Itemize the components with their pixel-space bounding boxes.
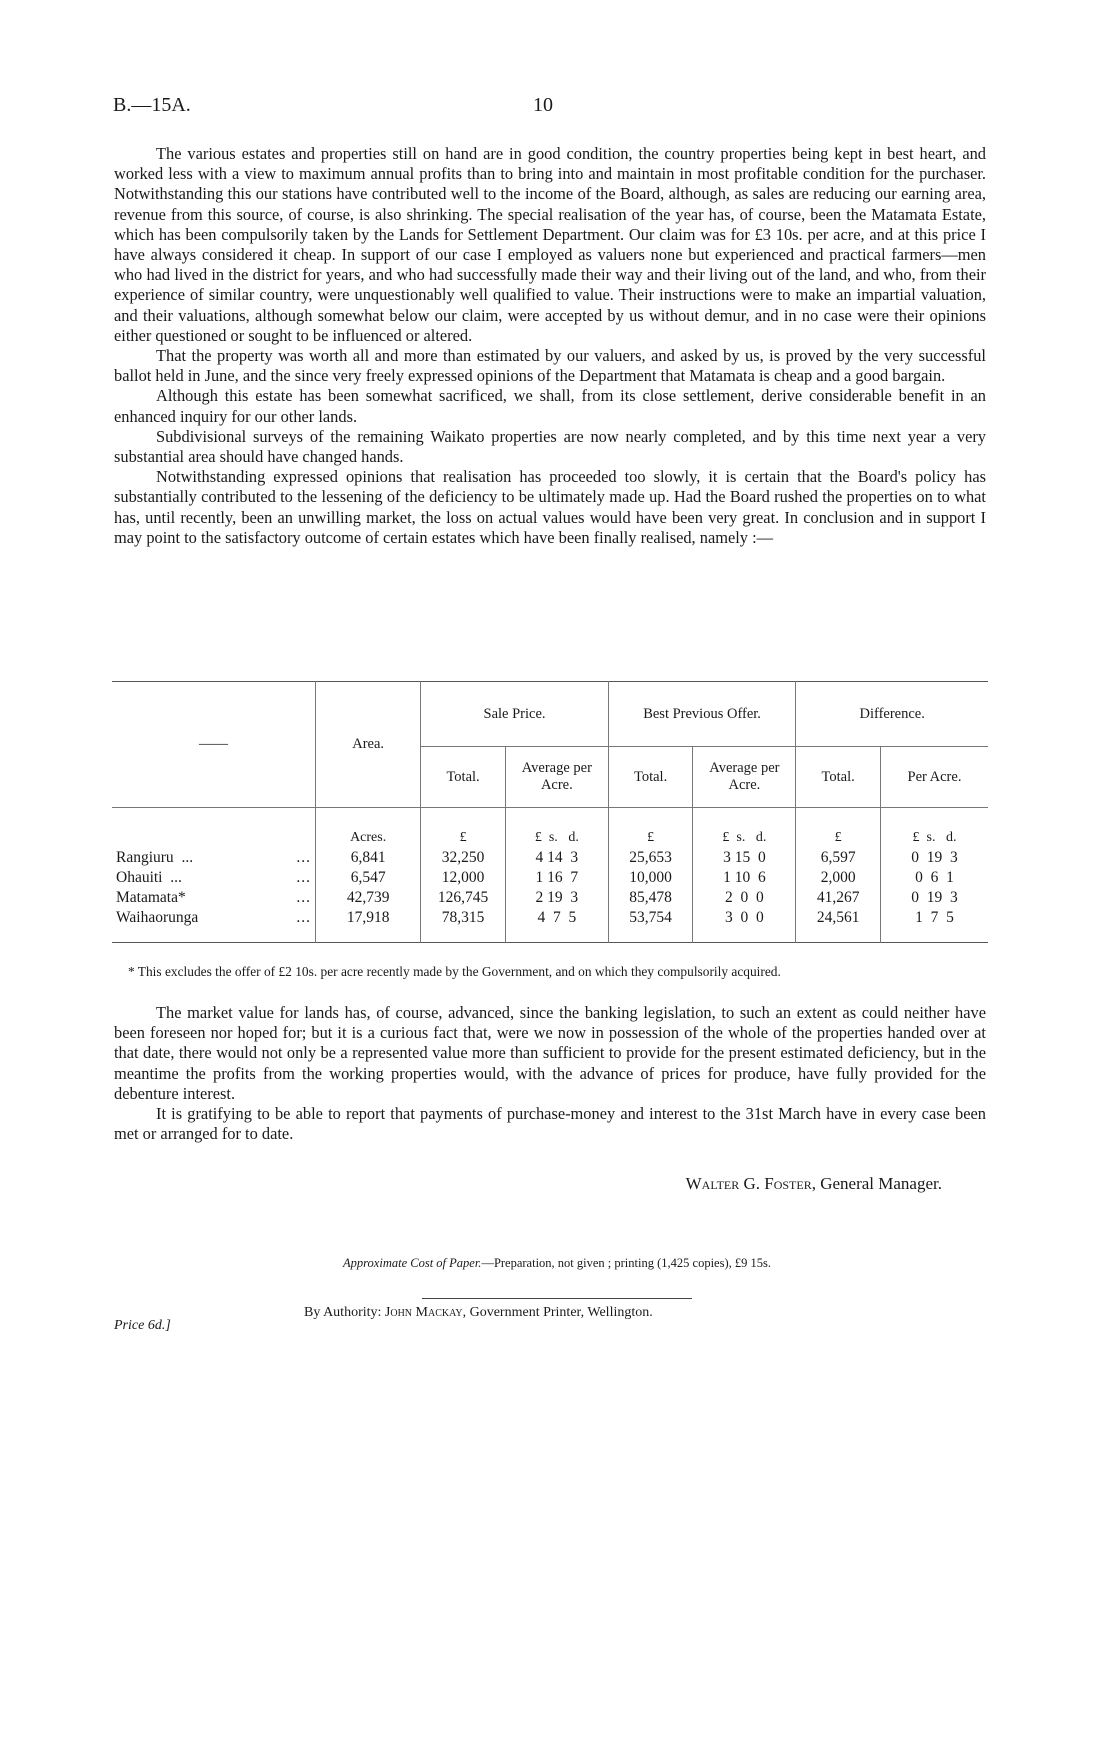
sale-total-cell: 78,315	[421, 908, 506, 943]
signatory-title: , General Manager.	[811, 1174, 942, 1193]
area-cell: 42,739	[316, 888, 421, 908]
diff-per-acre-header: Per Acre.	[880, 747, 988, 808]
sale-total-cell: 126,745	[421, 888, 506, 908]
unit-acres: Acres.	[316, 808, 421, 849]
sale-average-cell: 2 19 3	[505, 888, 608, 908]
table-row: Ohauiti ... ... 6,547 12,000 1 16 7 10,000 1 10 6 2,000 0 6 1	[112, 868, 988, 888]
paragraph: Although this estate has been somewhat sacrificed, we shall, from its close settlement, derive considerable benefit in an enhanced inquiry for our other lands.	[114, 386, 986, 426]
paragraph: The various estates and properties still on hand are in good condition, the country properties being kept in best heart, and worked less with a view to maximum annual profits than to bring into and maintain in most profitable condition for the purchaser. Notwithstanding this our stations have contributed well to the income of the Board, although, as sales are reducing our earning area, revenue from this source, of course, is also shrinking. The special realisation of the year has, of course, been the Matamata Estate, which has been compulsorily taken by the Lands for Settlement Department. Our claim was for £3 10s. per acre, and at this price I have always considered it cheap. In support of our case I employed as valuers none but experienced and practical farmers—men who had lived in the district for years, and who had successfully made their way and their living out of the land, and who, from their experience of similar country, were unquestionably well qualified to value. Their instructions were to make an impartial valuation, and their valuations, although somewhat below our claim, were accepted by us without demur, and in no case were their opinions either questioned or sought to be influenced or altered.	[114, 144, 986, 345]
diff-total-cell: 6,597	[796, 848, 881, 868]
best-total-cell: 53,754	[608, 908, 693, 943]
body-text-bottom	[114, 1003, 986, 1144]
estates-table	[112, 681, 988, 943]
unit-pound: £	[796, 808, 881, 849]
paragraph: That the property was worth all and more than estimated by our valuers, and asked by us, is proved by the very successful ballot held in June, and the since very freely expressed opinions of the Department that Matamata is cheap and a good bargain.	[114, 346, 986, 386]
best-average-header: Average per Acre.	[693, 747, 796, 808]
best-total-cell: 85,478	[608, 888, 693, 908]
paragraph: Notwithstanding expressed opinions that realisation has proceeded too slowly, it is certain that the Board's policy has substantially contributed to the lessening of the deficiency to be ultimately made up. Had the Board rushed the properties on to what has, until recently, been an unwilling market, the loss on actual values would have been very great. In conclusion and in support I may point to the satisfactory outcome of certain estates which have been finally realised, namely :—	[114, 467, 986, 547]
sale-price-header: Sale Price.	[421, 682, 609, 747]
sale-total-header: Total.	[421, 747, 506, 808]
paragraph: It is gratifying to be able to report that payments of purchase-money and interest to the 31st March have in every case been met or arranged for to date.	[114, 1104, 986, 1144]
sale-average-cell: 1 16 7	[505, 868, 608, 888]
document-reference: B.—15A.	[113, 94, 191, 116]
cost-text: —Preparation, not given ; printing (1,425 copies), £9 15s.	[481, 1256, 771, 1270]
area-cell: 17,918	[316, 908, 421, 943]
diff-total-cell: 2,000	[796, 868, 881, 888]
table-row: Matamata* ... 42,739 126,745 2 19 3 85,478 2 0 0 41,267 0 19 3	[112, 888, 988, 908]
units-row	[112, 808, 988, 849]
diff-total-cell: 24,561	[796, 908, 881, 943]
unit-lsd: £ s. d.	[880, 808, 988, 849]
table-row: Waihaorunga ... 17,918 78,315 4 7 5 53,754 3 0 0 24,561 1 7 5	[112, 908, 988, 943]
cost-label: Approximate Cost of Paper.	[343, 1256, 482, 1270]
sale-total-cell: 12,000	[421, 868, 506, 888]
estate-column-header: ——	[112, 682, 316, 808]
difference-header: Difference.	[796, 682, 988, 747]
area-cell: 6,841	[316, 848, 421, 868]
estate-name: Matamata*	[116, 889, 186, 906]
diff-per-acre-cell: 1 7 5	[880, 908, 988, 943]
cost-of-paper	[0, 1256, 1114, 1271]
best-total-cell: 25,653	[608, 848, 693, 868]
unit-lsd: £ s. d.	[693, 808, 796, 849]
diff-total-cell: 41,267	[796, 888, 881, 908]
page-header	[113, 94, 983, 124]
sale-average-cell: 4 7 5	[505, 908, 608, 943]
unit-pound: £	[421, 808, 506, 849]
sale-total-cell: 32,250	[421, 848, 506, 868]
table-footnote: * This excludes the offer of £2 10s. per acre recently made by the Government, and on which they compulsorily acquired.	[128, 964, 781, 979]
diff-total-header: Total.	[796, 747, 881, 808]
best-total-header: Total.	[608, 747, 693, 808]
best-average-cell: 3 0 0	[693, 908, 796, 943]
signature	[686, 1174, 942, 1194]
best-average-cell: 2 0 0	[693, 888, 796, 908]
diff-per-acre-cell: 0 19 3	[880, 848, 988, 868]
estate-name: Ohauiti	[116, 869, 163, 886]
table-row: Rangiuru ... ... 6,841 32,250 4 14 3 25,653 3 15 0 6,597 0 19 3	[112, 848, 988, 868]
price-note: Price 6d.]	[114, 1318, 171, 1333]
estate-name: Rangiuru	[116, 849, 174, 866]
signatory-name: Walter G. Foster	[685, 1174, 812, 1193]
paragraph: The market value for lands has, of course, advanced, since the banking legislation, to such an extent as could neither have been foreseen nor hoped for; but it is a curious fact that, were we now in possession of the whole of the properties handed over at that date, there would not only be a represented value more than sufficient to provide for the present estimated deficiency, but in the meantime the profits from the working properties would, with the advance of prices for produce, have fully provided for the debenture interest.	[114, 1003, 986, 1103]
page-number: 10	[533, 94, 553, 116]
estate-name: Waihaorunga	[116, 909, 199, 926]
paragraph: Subdivisional surveys of the remaining Waikato properties are now nearly completed, and by this time next year a very substantial area should have changed hands.	[114, 426, 986, 467]
diff-per-acre-cell: 0 6 1	[880, 868, 988, 888]
unit-pound: £	[608, 808, 693, 849]
best-total-cell: 10,000	[608, 868, 693, 888]
area-column-header: Area.	[316, 682, 421, 808]
divider	[422, 1298, 692, 1299]
unit-lsd: £ s. d.	[505, 808, 608, 849]
area-cell: 6,547	[316, 868, 421, 888]
best-average-cell: 1 10 6	[693, 868, 796, 888]
printer-authority: By Authority: John Mackay, Government Printer, Wellington.	[304, 1305, 653, 1320]
best-average-cell: 3 15 0	[693, 848, 796, 868]
sale-average-header: Average per Acre.	[505, 747, 608, 808]
body-text-top	[114, 144, 986, 548]
sale-average-cell: 4 14 3	[505, 848, 608, 868]
best-offer-header: Best Previous Offer.	[608, 682, 796, 747]
diff-per-acre-cell: 0 19 3	[880, 888, 988, 908]
